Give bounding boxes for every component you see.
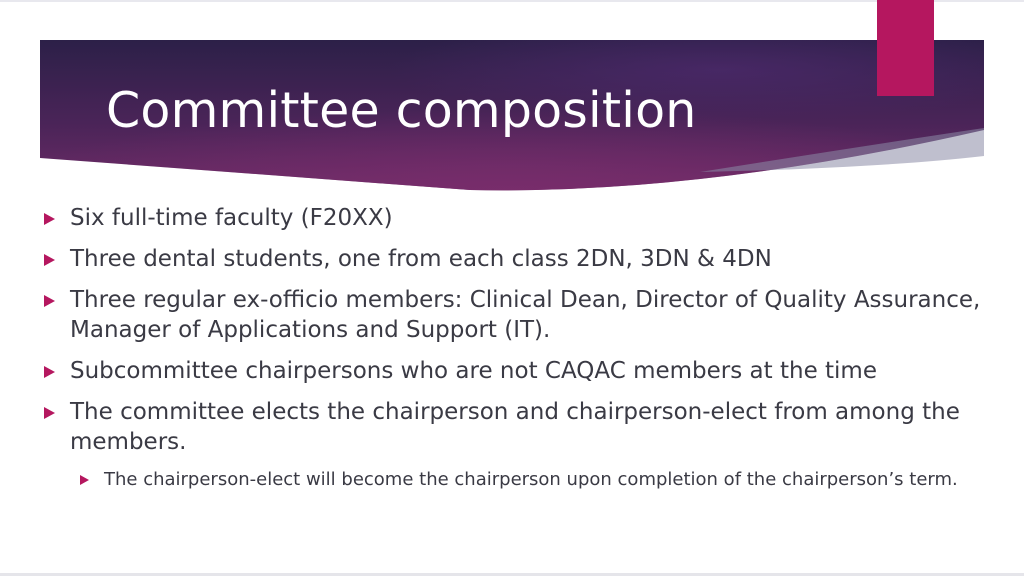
list-item <box>44 285 994 345</box>
list-item <box>44 203 994 233</box>
bullet-list <box>44 203 994 492</box>
sub-bullet-text: The chairperson-elect will become the chairperson upon completion of the chairperson’s term. <box>104 469 958 490</box>
bullet-text: Subcommittee chairpersons who are not CAQAC members at the time <box>70 358 877 384</box>
bullet-text: Three regular ex-officio members: Clinical Dean, Director of Quality Assurance, Manager of Applications and Support (IT). <box>70 287 981 343</box>
bullet-text: Six full-time faculty (F20XX) <box>70 205 393 231</box>
triangle-arrow-right-icon <box>44 213 55 225</box>
triangle-arrow-right-icon <box>80 475 89 485</box>
bullet-text: Three dental students, one from each class 2DN, 3DN & 4DN <box>70 246 772 272</box>
list-item <box>44 397 994 457</box>
slide-title: Committee composition <box>106 82 697 139</box>
list-item <box>44 356 994 386</box>
bullet-text: The committee elects the chairperson and chairperson-elect from among the members. <box>70 399 960 455</box>
sub-list-item <box>80 467 994 492</box>
list-item <box>44 244 994 274</box>
accent-tab <box>877 0 934 96</box>
triangle-arrow-right-icon <box>44 407 55 419</box>
triangle-arrow-right-icon <box>44 254 55 266</box>
triangle-arrow-right-icon <box>44 295 55 307</box>
triangle-arrow-right-icon <box>44 366 55 378</box>
